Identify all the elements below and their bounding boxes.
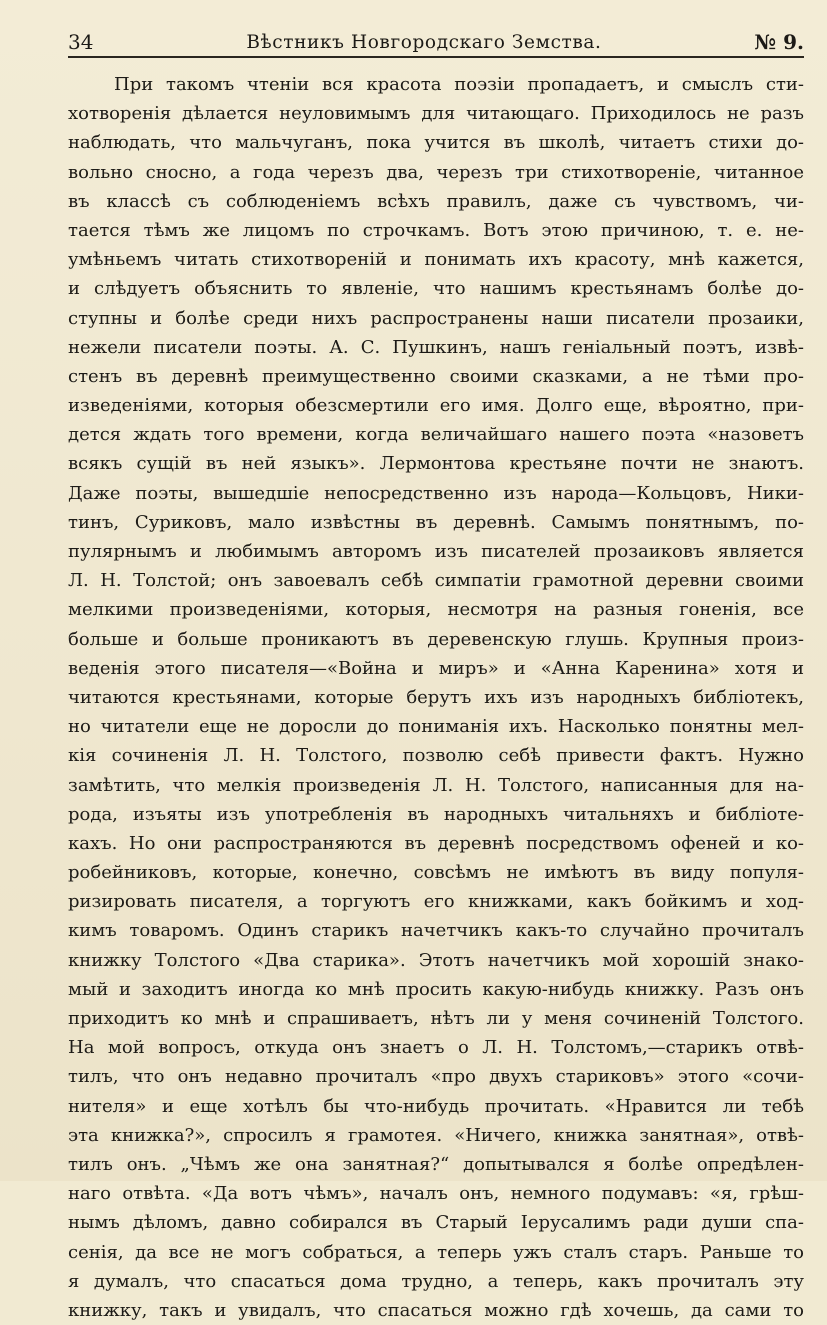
text-line: рода, изъяты изъ употребленія въ народныхъ читальняхъ и библіоте- bbox=[68, 803, 804, 825]
text-line: веденія этого писателя—«Война и миръ» и «Анна Каренина» хотя и bbox=[68, 657, 804, 679]
text-line: но читатели еще не доросли до пониманія ихъ. Насколько понятны мел- bbox=[68, 716, 804, 738]
text-line: наблюдать, что мальчуганъ, пока учится въ школѣ, читаетъ стихи до- bbox=[68, 132, 804, 154]
text-line: больше и больше проникаютъ въ деревенскую глушь. Крупныя произ- bbox=[68, 628, 804, 650]
text-line: мелкими произведеніями, которыя, несмотря на разныя гоненія, все bbox=[68, 599, 804, 621]
text-line: Л. Н. Толстой; онъ завоевалъ себѣ симпатіи грамотной деревни своими bbox=[68, 570, 804, 592]
text-line: я думалъ, что спасаться дома трудно, а теперь, какъ прочиталъ эту bbox=[68, 1270, 804, 1292]
text-line: книжку Толстого «Два старика». Этотъ начетчикъ мой хорошій знако- bbox=[68, 949, 804, 971]
text-line: хотворенія дѣлается неуловимымъ для читающаго. Приходилось не разъ bbox=[68, 103, 804, 125]
running-header bbox=[68, 16, 804, 52]
text-line: дется ждать того времени, когда величайшаго нашего поэта «назоветъ bbox=[68, 424, 804, 446]
text-line: книжку, такъ и увидалъ, что спасаться можно гдѣ хочешь, да сами то bbox=[68, 1299, 804, 1321]
text-line: нежели писатели поэты. А. С. Пушкинъ, нашъ геніальный поэтъ, извѣ- bbox=[68, 336, 804, 358]
page-number: 34 bbox=[68, 30, 94, 54]
text-line: замѣтить, что мелкія произведенія Л. Н. Толстого, написанныя для на- bbox=[68, 774, 804, 796]
article-body bbox=[68, 70, 804, 1325]
text-line: тилъ, что онъ недавно прочиталъ «про двухъ стариковъ» этого «сочи- bbox=[68, 1066, 804, 1088]
text-line: приходитъ ко мнѣ и спрашиваетъ, нѣтъ ли у меня сочиненій Толстого. bbox=[68, 1008, 804, 1029]
text-line: эта книжка?», спросилъ я грамотея. «Ничего, книжка занятная», отвѣ- bbox=[68, 1124, 804, 1146]
text-line: Даже поэты, вышедшіе непосредственно изъ народа—Кольцовъ, Ники- bbox=[68, 482, 804, 504]
text-line: изведеніями, которыя обезсмертили его имя. Долго еще, вѣроятно, при- bbox=[68, 395, 804, 417]
text-line: умѣньемъ читать стихотвореній и понимать ихъ красоту, мнѣ кажется, bbox=[68, 249, 804, 271]
issue-number: № 9. bbox=[754, 30, 804, 54]
text-line: На мой вопросъ, откуда онъ знаетъ о Л. Н. Толстомъ,—старикъ отвѣ- bbox=[68, 1037, 804, 1059]
text-line: нителя» и еще хотѣлъ бы что-нибудь прочитать. «Нравится ли тебѣ bbox=[68, 1095, 804, 1117]
text-line: стенъ въ деревнѣ преимущественно своими сказками, а не тѣми про- bbox=[68, 365, 804, 387]
text-line: тинъ, Суриковъ, мало извѣстны въ деревнѣ. Самымъ понятнымъ, по- bbox=[68, 511, 804, 533]
text-line: робейниковъ, которые, конечно, совсѣмъ не имѣютъ въ виду популя- bbox=[68, 862, 804, 884]
text-line: ступны и болѣе среди нихъ распространены наши писатели прозаики, bbox=[68, 307, 804, 329]
journal-title: Вѣстникъ Новгородскаго Земства. bbox=[246, 31, 602, 53]
header-rule bbox=[68, 56, 804, 58]
text-line: всякъ сущій въ ней языкъ». Лермонтова крестьяне почти не знаютъ. bbox=[68, 453, 804, 475]
text-line: кахъ. Но они распространяются въ деревнѣ посредствомъ офеней и ко- bbox=[68, 832, 804, 854]
text-line: нымъ дѣломъ, давно собирался въ Старый Іерусалимъ ради души спа- bbox=[68, 1212, 804, 1234]
text-line: тается тѣмъ же лицомъ по строчкамъ. Вотъ этою причиною, т. е. не- bbox=[68, 219, 804, 241]
text-line: и слѣдуетъ объяснить то явленіе, что нашимъ крестьянамъ болѣе до- bbox=[68, 278, 804, 300]
text-line: ризировать писателя, а торгуютъ его книжками, какъ бойкимъ и ход- bbox=[68, 891, 804, 913]
text-line: тилъ онъ. „Чѣмъ же она занятная?“ допытывался я болѣе опредѣлен- bbox=[68, 1153, 804, 1175]
text-line: мый и заходитъ иногда ко мнѣ просить какую-нибудь книжку. Разъ онъ bbox=[68, 978, 804, 1000]
text-line: наго отвѣта. «Да вотъ чѣмъ», началъ онъ, немного подумавъ: «я, грѣш- bbox=[68, 1183, 804, 1205]
text-line: читаются крестьянами, которые берутъ ихъ изъ народныхъ библіотекъ, bbox=[68, 686, 804, 708]
text-line: въ классѣ съ соблюденіемъ всѣхъ правилъ, даже съ чувствомъ, чи- bbox=[68, 190, 804, 212]
text-line: пулярнымъ и любимымъ авторомъ изъ писателей прозаиковъ является bbox=[68, 541, 804, 562]
text-line: При такомъ чтеніи вся красота поэзіи пропадаетъ, и смыслъ сти- bbox=[114, 74, 804, 95]
text-line: кимъ товаромъ. Одинъ старикъ начетчикъ какъ-то случайно прочиталъ bbox=[68, 920, 804, 942]
text-line: вольно сносно, а года черезъ два, черезъ три стихотвореніе, читанное bbox=[68, 161, 804, 183]
text-line: сенія, да все не могъ собраться, а теперь ужъ сталъ старъ. Раньше то bbox=[68, 1241, 804, 1263]
text-line: кія сочиненія Л. Н. Толстого, позволю себѣ привести фактъ. Нужно bbox=[68, 745, 804, 767]
